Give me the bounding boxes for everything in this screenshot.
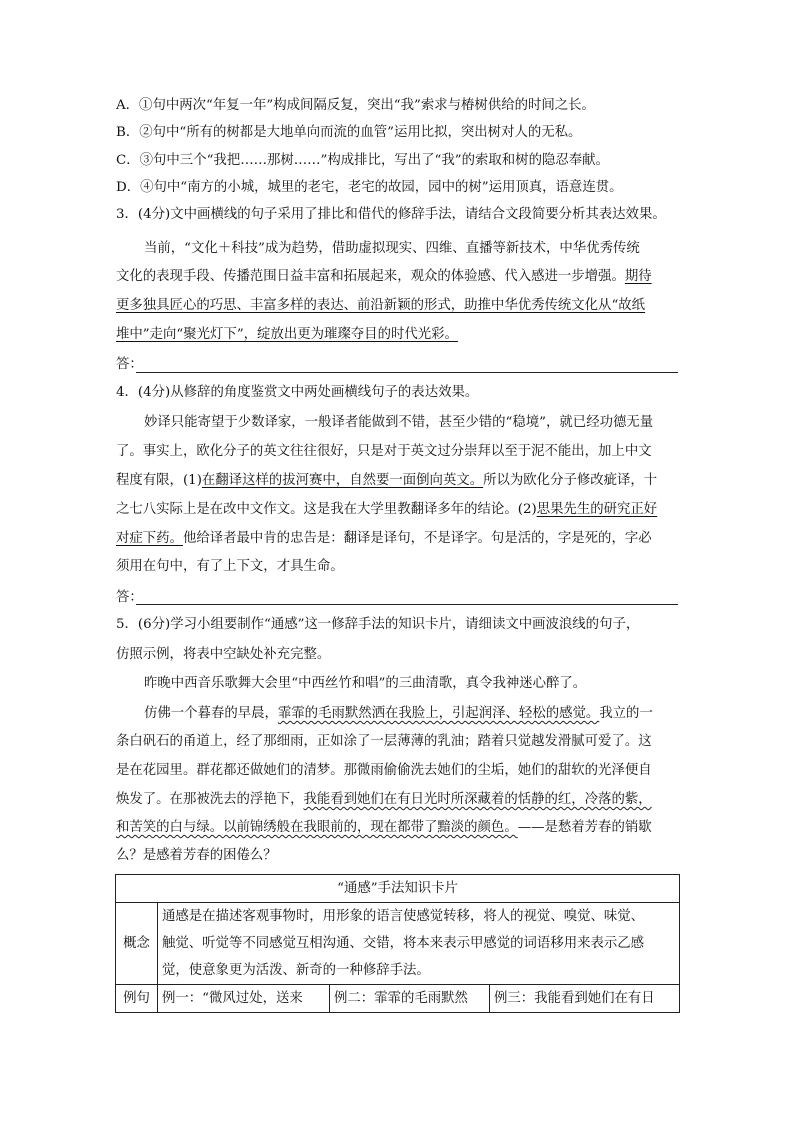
option-a: A．①句中两次“年复一年”构成间隔反复，突出“我”索求与椿树供给的时间之长。 bbox=[116, 98, 595, 113]
q4-underlined-sentence-2: 对症下药。 bbox=[116, 531, 183, 546]
concept-text-line: 通感是在描述客观事物时，用形象的语言使感觉转移，将人的视觉、嗅觉、味觉、 bbox=[162, 909, 645, 924]
q3-underlined-text: 期待 bbox=[624, 269, 652, 284]
q4-answer-label: 答： bbox=[116, 590, 143, 605]
q5-passage-line bbox=[116, 790, 652, 810]
q4-passage-line: 妙译只能寄望于少数译家，一般译者能做到不错，甚至少错的“稳境”，就已经功德无量 bbox=[144, 415, 654, 430]
q5-passage-line: 是在花园里。群花都还做她们的清梦。那微雨偷偷洗去她们的尘垢，她们的甜软的光泽便自 bbox=[116, 763, 652, 778]
q4-answer-line[interactable] bbox=[136, 604, 678, 605]
q5-passage-line bbox=[116, 818, 652, 838]
q4-passage-line bbox=[116, 471, 657, 491]
option-c: C．③句中三个“我把……那树……”构成排比，写出了“我”的索取和树的隐忍奉献。 bbox=[116, 153, 609, 168]
q3-answer-label: 答： bbox=[116, 357, 143, 372]
q5-plain-text: 我立的一 bbox=[599, 706, 653, 721]
q4-stem: 4．(4分)从修辞的角度鉴赏文中两处画横线句子的表达效果。 bbox=[116, 385, 479, 400]
q5-passage-line: 昨晚中西音乐歌舞大会里“中西丝竹和唱”的三曲清歌，真令我神迷心醉了。 bbox=[144, 676, 587, 691]
q3-underlined-text: 堆中”走向“聚光灯下”，绽放出更为璀璨夺目的时代光彩。 bbox=[116, 327, 458, 342]
card-title: “通感”手法知识卡片 bbox=[116, 875, 680, 903]
q4-passage-line bbox=[116, 529, 652, 549]
example-3-cell[interactable]: 例三：我能看到她们在有日 bbox=[490, 985, 680, 1013]
q3-underlined-text: 更多独具匠心的巧思、丰富多样的表达、前沿新颖的形式，助推中华优秀传统文化从“故纸 bbox=[116, 298, 646, 313]
q5-wavy-sentence: 和苦笑的白与绿。以前锦绣般在我眼前的，现在都带了黯淡的颜色。 bbox=[116, 820, 518, 835]
q5-plain-text: ——是愁着芳春的销歇 bbox=[517, 820, 652, 835]
option-d: D．④句中“南方的小城，城里的老宅，老宅的故园，园中的树”运用顶真，语意连贯。 bbox=[116, 180, 623, 195]
concept-text-line: 觉，使意象更为活泼、新奇的一种修辞手法。 bbox=[162, 963, 430, 978]
q4-plain-text: 所以为欧化分子修改疵译，十 bbox=[483, 473, 658, 488]
q4-underlined-sentence-1: 在翻译这样的拔河赛中，自然要一面倒向英文。 bbox=[201, 473, 484, 488]
q5-passage-line: 么？是感着芳春的困倦么？ bbox=[116, 848, 277, 863]
q3-passage-line: 当前，“文化＋科技”成为趋势，借助虚拟现实、四维、直播等新技术，中华优秀传统 bbox=[144, 241, 640, 256]
concept-text-line: 触觉、听觉等不同感觉互相沟通、交错，将本来表示甲感觉的词语移用来表示乙感 bbox=[162, 936, 645, 951]
q5-stem: 5．(6分)学习小组要制作“通感”这一修辞手法的知识卡片，请细读文中画波浪线的句子， bbox=[116, 617, 640, 632]
q3-passage-line bbox=[116, 325, 458, 345]
q3-stem: 3．(4分)文中画横线的句子采用了排比和借代的修辞手法，请结合文段简要分析其表达效果。 bbox=[116, 207, 666, 222]
q4-passage-line bbox=[116, 500, 657, 520]
q4-passage-line: 须用在句中，有了上下文，才具生命。 bbox=[116, 559, 344, 574]
concept-label: 概念 bbox=[116, 903, 158, 985]
q5-passage-line bbox=[144, 704, 653, 724]
example-1-cell[interactable]: 例一：“微风过处，送来 bbox=[158, 985, 330, 1013]
q4-plain-text: 程度有限，(1) bbox=[116, 473, 202, 488]
option-b: B．②句中“所有的树都是大地单向而流的血管”运用比拟，突出树对人的无私。 bbox=[116, 125, 582, 140]
example-label: 例句 bbox=[116, 985, 158, 1013]
q5-wavy-sentence: 霏霏的毛雨默然洒在我脸上，引起润泽、轻松的感觉。 bbox=[277, 706, 600, 721]
q5-passage-line: 条白矾石的甬道上，经了那细雨，正如涂了一层薄薄的乳油；踏着只觉越发滑腻可爱了。这 bbox=[116, 734, 652, 749]
concept-cell bbox=[158, 903, 680, 985]
q5-stem: 仿照示例，将表中空缺处补充完整。 bbox=[116, 647, 331, 662]
q5-plain-text: 焕发了。在那被洗去的浮艳下， bbox=[116, 792, 304, 807]
q5-wavy-sentence: 我能看到她们在有日光时所深藏着的恬静的红，冷落的紫， bbox=[303, 792, 652, 807]
q3-passage-line bbox=[116, 267, 652, 287]
q5-plain-text: 仿佛一个暮春的早晨， bbox=[144, 706, 278, 721]
example-2-cell[interactable]: 例二：霏霏的毛雨默然 bbox=[330, 985, 490, 1013]
q4-plain-text: 他给译者最中肯的忠告是：翻译是译句，不是译字。句是活的，字是死的，字必 bbox=[182, 531, 652, 546]
q4-plain-text: 之七八实际上是在改中文作文。这是我在大学里教翻译多年的结论。(2) bbox=[116, 502, 537, 517]
q3-plain-text: 文化的表现手段、传播范围日益丰富和拓展起来，观众的体验感、代入感进一步增强。 bbox=[116, 269, 625, 284]
q3-passage-line bbox=[116, 296, 645, 316]
q3-answer-line[interactable] bbox=[136, 372, 678, 373]
q4-underlined-sentence-2: 思果先生的研究正好 bbox=[536, 502, 658, 517]
knowledge-card-table bbox=[115, 874, 680, 1013]
q4-passage-line: 了。事实上，欧化分子的英文往往很好，只是对于英文过分崇拜以至于泥不能出，加上中文 bbox=[116, 444, 652, 459]
